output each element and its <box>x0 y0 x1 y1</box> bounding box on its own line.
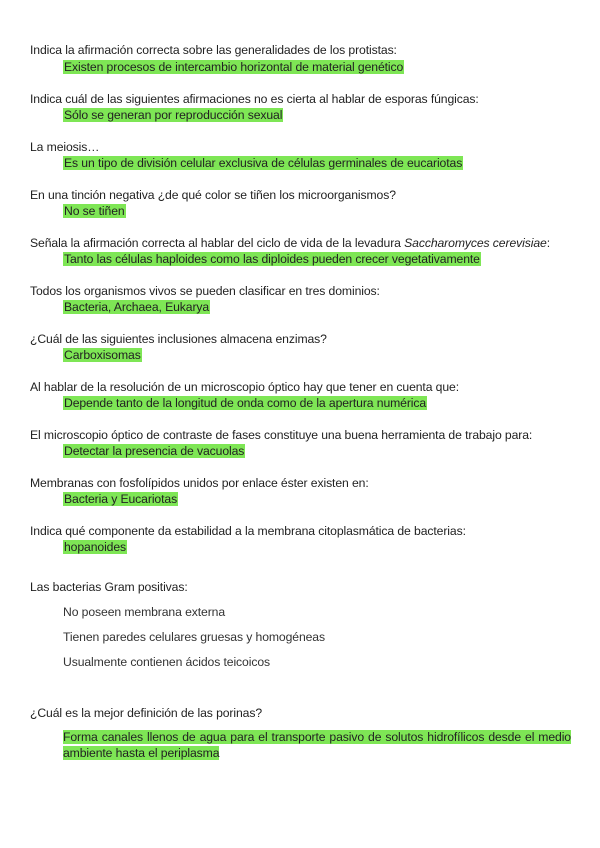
question-gram: Las bacterias Gram positivas: <box>30 580 188 594</box>
answer-4 <box>63 204 126 219</box>
question-5-text: Señala la afirmación correcta al hablar del ciclo de vida de la levadura <box>30 236 405 250</box>
question-5 <box>30 236 550 251</box>
question-7: ¿Cuál de las siguientes inclusiones almacena enzimas? <box>30 332 327 346</box>
answer-3 <box>63 156 463 171</box>
question-11: Indica qué componente da estabilidad a la membrana citoplasmática de bacterias: <box>30 524 466 538</box>
answer-11 <box>63 540 127 555</box>
answer-porinas <box>63 730 571 761</box>
answer-9 <box>63 444 245 459</box>
answer-highlight: Forma canales llenos de agua para el transporte pasivo de solutos hidrofílicos desde el medio ambiente hasta el periplasma <box>63 730 571 760</box>
answer-1 <box>63 60 404 75</box>
gram-option-3: Usualmente contienen ácidos teicoicos <box>63 655 270 669</box>
question-4: En una tinción negativa ¿de qué color se tiñen los microorganismos? <box>30 188 396 202</box>
answer-highlight: Sólo se generan por reproducción sexual <box>64 108 283 122</box>
answer-highlight: Bacteria y Eucariotas <box>64 492 178 506</box>
answer-2 <box>63 108 283 123</box>
answer-highlight: Depende tanto de la longitud de onda como de la apertura numérica <box>64 396 427 410</box>
answer-10 <box>63 492 178 507</box>
question-9: El microscopio óptico de contraste de fases constituye una buena herramienta de trabajo para: <box>30 428 533 442</box>
question-2: Indica cuál de las siguientes afirmaciones no es cierta al hablar de esporas fúngicas: <box>30 92 479 106</box>
answer-highlight: Bacteria, Archaea, Eukarya <box>64 300 210 314</box>
question-3: La meiosis… <box>30 140 100 154</box>
answer-6 <box>63 300 210 315</box>
question-8: Al hablar de la resolución de un microscopio óptico hay que tener en cuenta que: <box>30 380 460 394</box>
answer-highlight: Detectar la presencia de vacuolas <box>64 444 245 458</box>
answer-5 <box>63 252 481 267</box>
answer-highlight: hopanoides <box>64 540 127 554</box>
question-1: Indica la afirmación correcta sobre las generalidades de los protistas: <box>30 43 397 57</box>
answer-7 <box>63 348 142 363</box>
question-10: Membranas con fosfolípidos unidos por enlace éster existen en: <box>30 476 369 490</box>
answer-highlight: Carboxisomas <box>64 348 141 362</box>
answer-highlight: Tanto las células haploides como las diploides pueden crecer vegetativamente <box>64 252 480 266</box>
gram-option-2: Tienen paredes celulares gruesas y homogéneas <box>63 630 325 644</box>
question-porinas: ¿Cuál es la mejor definición de las porinas? <box>30 706 263 720</box>
answer-highlight: No se tiñen <box>64 204 125 218</box>
species-name: Saccharomyces cerevisiae <box>404 236 547 250</box>
answer-8 <box>63 396 427 411</box>
gram-option-1: No poseen membrana externa <box>63 605 226 619</box>
question-6: Todos los organismos vivos se pueden clasificar en tres dominios: <box>30 284 380 298</box>
answer-highlight: Existen procesos de intercambio horizontal de material genético <box>64 60 404 74</box>
question-5-suffix: : <box>546 236 550 250</box>
answer-highlight: Es un tipo de división celular exclusiva de células germinales de eucariotas <box>64 156 463 170</box>
